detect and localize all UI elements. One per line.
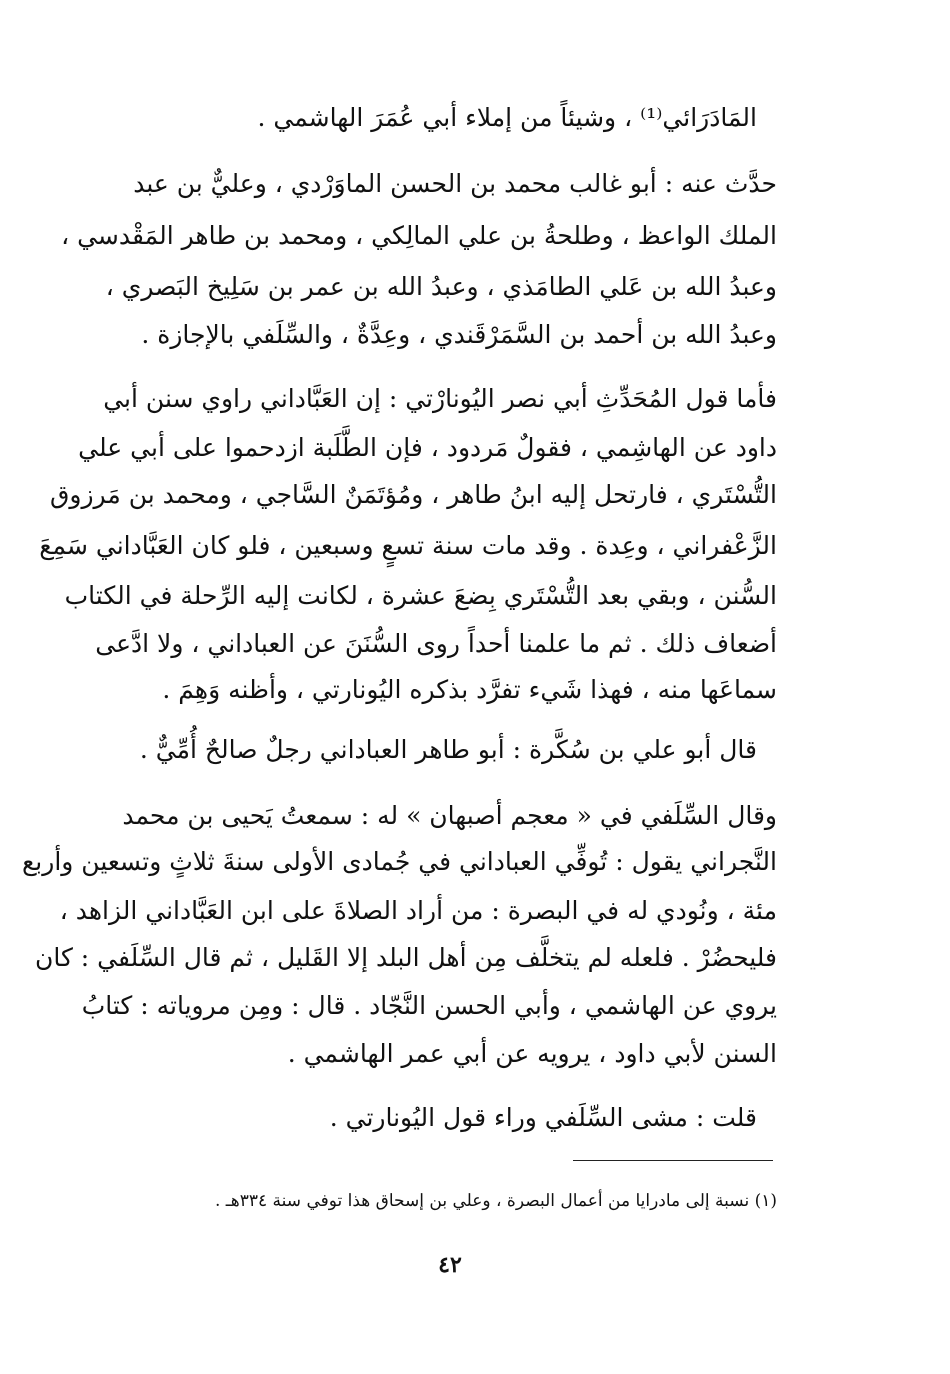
text-line: فليحضُرْ . فلعله لم يتخلَّف مِن أهل البلد إلا القَليل ، ثم قال السِّلَفي : كان <box>34 943 777 972</box>
text-line: وعبدُ الله بن أحمد بن السَّمَرْقَندي ، وعِدَّةٌ ، والسِّلَفي بالإجازة . <box>141 320 777 349</box>
footnote-separator <box>573 1160 773 1161</box>
text-line: قال أبو علي بن سُكَّرة : أبو طاهر العباداني رجلٌ صالحٌ أُمِّيٌّ . <box>139 735 757 764</box>
text-line: وعبدُ الله بن عَلي الطامَذي ، وعبدُ الله بن عمر بن سَلِيخ البَصري ، <box>105 272 777 301</box>
text-line: الملك الواعظ ، وطلحةُ بن علي المالِكي ، ومحمد بن طاهر المَقْدسي ، <box>61 221 777 250</box>
text-line: وقال السِّلَفي في « معجم أصبهان » له : سمعتُ يَحيى بن محمد <box>122 801 777 830</box>
text-line: سماعَها منه ، فهذا شَيء تفرَّد بذكره اليُونارتي ، وأظنه وَهِمَ . <box>162 675 777 704</box>
text-line: داود عن الهاشِمي ، فقولٌ مَردود ، فإن الطَّلَبة ازدحموا على أبي علي <box>78 433 777 462</box>
text-line: الزَّعْفراني ، وعِدة . وقد مات سنة تسعٍ وسبعين ، فلو كان العَبَّاداني سَمِعَ <box>39 531 777 560</box>
page-number: ٤٢ <box>438 1252 462 1278</box>
text-line: فأما قول المُحَدِّثِ أبي نصر اليُونارْتي : إن العَبَّاداني راوي سنن أبي <box>103 384 777 413</box>
text-line: أضعاف ذلك . ثم ما علمنا أحداً روى السُّنَنَ عن العباداني ، ولا ادَّعى <box>95 629 777 658</box>
text-line: النَّجراني يقول : تُوفِّي العباداني في جُمادى الأولى سنةَ ثلاثٍ وتسعين وأربع <box>22 847 777 876</box>
text-line: المَادَرَائي⁽¹⁾ ، وشيئاً من إملاء أبي عُمَرَ الهاشمي . <box>257 103 757 132</box>
text-line: مئة ، ونُودي له في البصرة : من أراد الصلاةَ على ابن العَبَّاداني الزاهد ، <box>59 896 777 925</box>
text-line: يروي عن الهاشمي ، وأبي الحسن النَّجّاد . قال : ومِن مروياته : كتابُ <box>81 991 777 1020</box>
text-line: حدَّث عنه : أبو غالب محمد بن الحسن الماوَرْدي ، وعليٌّ بن عبد <box>133 169 777 198</box>
text-line: التُّسْتَري ، فارتحل إليه ابنُ طاهر ، ومُؤتَمَنٌ السَّاجي ، ومحمد بن مَرزوق <box>50 480 777 509</box>
footnote: (١) نسبة إلى مادرايا من أعمال البصرة ، وعلي بن إسحاق هذا توفي سنة ٣٣٤هـ . <box>214 1191 777 1211</box>
text-line: السنن لأبي داود ، يرويه عن أبي عمر الهاشمي . <box>287 1039 777 1068</box>
text-line: قلت : مشى السِّلَفي وراء قول اليُونارتي . <box>329 1103 757 1132</box>
text-line: السُّنن ، وبقي بعد التُّسْتَري بِضعَ عشرة ، لكانت إليه الرِّحلة في الكتاب <box>64 581 777 610</box>
